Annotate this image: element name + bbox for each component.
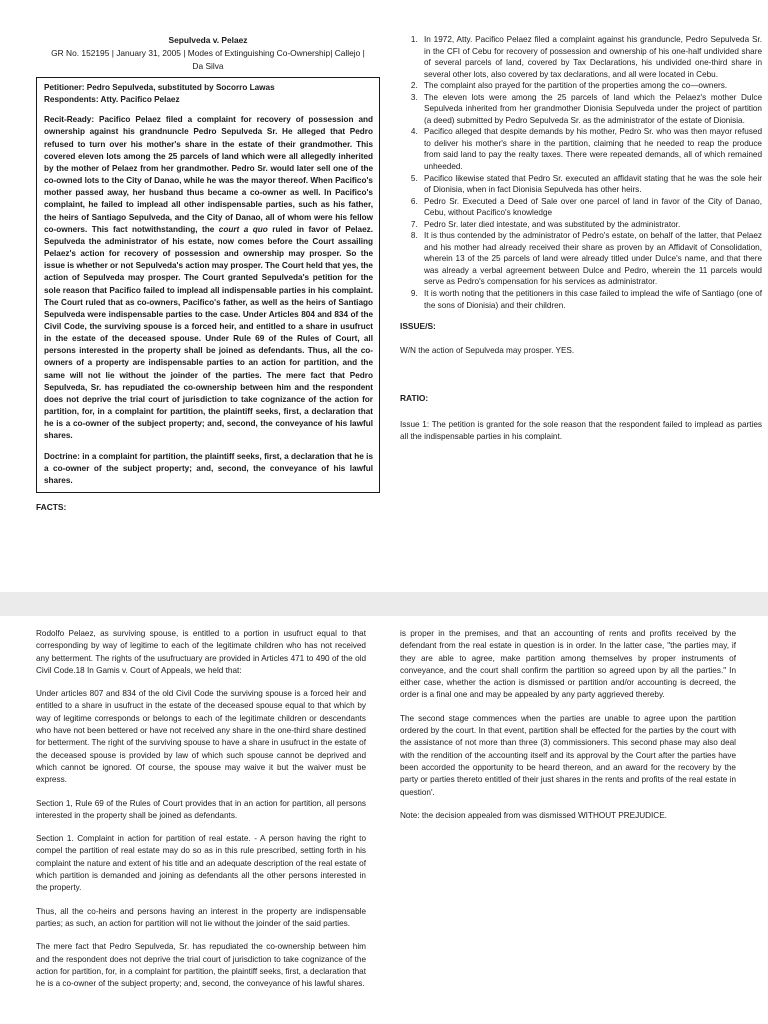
- page2-left-column: [36, 628, 366, 1001]
- paragraph: Rodolfo Pelaez, as surviving spouse, is entitled to a portion in usufruct equal to that corresponding by way of legitime to each of the legitimate children who has not received any betterment. The rights of the usufructuary are provided in Articles 471 to 490 of the old Civil Code.18 In Gamis v. Court of Appeals, we held that:: [36, 629, 366, 675]
- issue-heading: ISSUE/S:: [400, 321, 436, 332]
- list-item: 8. It is thus contended by the administrator of Pedro's estate, on behalf of the latter, that Pelaez and his mother had already received their share as proven by an Affidavit of Consolidation, wherein 13 of the 25 parcels of land were already titled under Dulce's name, and that there was already a verbal agreement between Dulce and Pedro, wherein the 11 parcels would serve as Pedro's compensation for his services as administrator.: [420, 230, 762, 288]
- doctrine-paragraph: Doctrine: in a complaint for partition, the plaintiff seeks, first, a declaration that he is a co-owner of the subject property; and, second, the conveyance of his lawful shares.: [44, 451, 373, 485]
- list-item: 4. Pacifico alleged that despite demands by his mother, Pedro Sr. who was then mayor refused to deliver his mother's share in the partition, claiming that he needed to reap the produce from said land to pay the realty taxes. There were repeated demands, all of which remained unheeded.: [420, 126, 762, 172]
- ratio-heading: RATIO:: [400, 393, 429, 404]
- ratio-text: Issue 1: The petition is granted for the sole reason that the respondent failed to implead as parties all the indispensable parties in his complaint.: [400, 420, 762, 442]
- list-item: 6. Pedro Sr. Executed a Deed of Sale over one parcel of land in favor of the City of Danao, Cebu, without Pacifico's knowledge: [420, 196, 762, 219]
- paragraph: The second stage commences when the parties are unable to agree upon the partition ordered by the court. In that event, partition shall be effected for the parties by the court with the assistance of not more than three (3) commissioners. This second phase may also deal with the rendition of the accounting itself and its approval by the Court after the parties have been accorded the opportunity to be heard thereon, and an award for the recovery by the party or parties thereto entitled of their just shares in the rents and profits of the real estate in question'.: [400, 713, 736, 797]
- page-divider: [0, 592, 768, 616]
- right-column: [400, 34, 762, 444]
- summary-box: [36, 77, 380, 493]
- paragraph: is proper in the premises, and that an accounting of rents and profits received by the defendant from the real estate in question is in order. In the latter case, "the parties may, if they are able to agree, make partition among themselves by proper instruments of conveyance, and the court shall confirm the partition so agreed upon by all the parties." In either case, whether the action is dismissed or partition and/or accounting is decreed, the order is a final one and may be appealed by any party aggrieved thereby.: [400, 629, 736, 700]
- left-column: [36, 34, 380, 512]
- facts-heading: FACTS:: [36, 502, 67, 512]
- recit-text-b: ruled in favor of Pelaez. Sepulveda the administrator of his estate, now comes before the Court assailing Pelaez's action for recovery of possession and ownership may prosper. So the issue is whether or not Sepulveda's action may prosper. The Court held that yes, the action of Sepulveda may prosper. The Court granted Sepulveda's petition for the sole reason that Pacifico failed to implead all indispensable parties in his complaint. The Court ruled that as co-owners, Pacifico's father, as well as the heirs of Santiago Sepulveda were indispensable parties to the case. Under Articles 804 and 834 of the Civil Code, the surviving spouse is a forced heir, and entitled to a share in usufruct in the estate of the deceased spouse. Under Rule 69 of the Rules of Court, all persons interested in the property shall be joined as defendants. Thus, all the co-owners of a property are indispensable parties to an action for partition, and the same will not lie without the joinder of the parties. The mere fact that Pedro Sepulveda, Sr. has repudiated the co-ownership between him and the respondent does not deprive the trial court of jurisdiction to take cognizance of the action for partition, for, in a complaint for partition, the plaintiff seeks, first, a declaration that he is a co-owner of the subject property; and, second, the conveyance of his lawful shares.: [44, 224, 374, 441]
- case-title: Sepulveda v. Pelaez: [168, 35, 248, 45]
- case-header: [36, 34, 380, 73]
- document-page-2: [0, 616, 768, 1024]
- list-item: 1. In 1972, Atty. Pacifico Pelaez filed a complaint against his granduncle, Pedro Sepulveda Sr. in the CFI of Cebu for recovery of possession and ownership of his one-half undivided share of several parcels of land, covered by Tax Declarations, his undivided one-third share in several other lots, also covered by tax declarations, and all were located in Cebu.: [420, 34, 762, 80]
- page2-right-column: [400, 628, 736, 833]
- paragraph: The mere fact that Pedro Sepulveda, Sr. has repudiated the co-ownership between him and the respondent does not deprive the trial court of jurisdiction to take cognizance of the action for partition, for, in a complaint for partition, the plaintiff seeks, first, a declaration that he is a co-owner of the subject property; and, second, the conveyance of his lawful shares.: [36, 942, 366, 989]
- recit-italic: court a quo: [218, 224, 268, 234]
- respondents-line: Respondents: Atty. Pacifico Pelaez: [44, 95, 180, 105]
- recit-ready-paragraph: [44, 114, 373, 442]
- paragraph: Thus, all the co-heirs and persons having an interest in the property are indispensable parties; as such, an action for partition will not lie without the joinder of the said parties.: [36, 906, 366, 928]
- facts-list: [400, 34, 762, 311]
- paragraph: Under articles 807 and 834 of the old Civil Code the surviving spouse is a forced heir and entitled to a share in usufruct in the estate of the deceased spouse equal to that which by way of legitime corresponds or belongs to each of the legitimate children or descendants who have not been bettered or have not received any share in the one-third share destined for betterment. The right of the surviving spouse to have a share in usufruct in the estate of the deceased spouse is provided by law of which such spouse cannot be deprived and which cannot be ignored. Of course, the spouse may waive it but the waiver must be express.: [36, 689, 366, 785]
- list-item: 7. Pedro Sr. later died intestate, and was substituted by the administrator.: [420, 219, 762, 231]
- case-citation: GR No. 152195 | January 31, 2005 | Modes of Extinguishing Co-Ownership| Callejo |: [51, 48, 365, 58]
- paragraph: Section 1, Rule 69 of the Rules of Court provides that in an action for partition, all persons interested in the property shall be joined as defendants.: [36, 798, 366, 820]
- paragraph: Section 1. Complaint in action for partition of real estate. - A person having the right to compel the partition of real estate may do so as in this rule prescribed, setting forth in his complaint the nature and extent of his title and an adequate description of the real estate of which partition is demanded and joining as defendants all the other persons interested in the property.: [36, 834, 366, 893]
- list-item: 2. The complaint also prayed for the partition of the properties among the co—owners.: [420, 80, 762, 92]
- recit-text-a: Recit-Ready: Pacifico Pelaez filed a complaint for recovery of possession and ownership against his grandnuncle Pedro Sepulveda Sr. He alleged that Pedro refused to turn over his mother's share in the estate of their grandmother. This covered eleven lots among the 25 parcels of land which were all allegedly inherited by the mother of Pelaez from her grandmother. Pedro Sr. would later sell one of the co-owned lots to the City of Danao, while he was the mayor thereof. When Pacifico's mother passed away, her husband thus became a co-owner as well. In Pacifico's complaint, he failed to implead all other indispensable parties, such as his father, the heirs of Santiago Sepulveda, and the City of Danao, all of whom were his fellow co-owners. This fact notwithstanding, the: [44, 115, 373, 234]
- list-item: 5. Pacifico likewise stated that Pedro Sr. executed an affidavit stating that he was the sole heir of Dionisia, when in fact Dionisia Sepulveda has other heirs.: [420, 173, 762, 196]
- issue-text: W/N the action of Sepulveda may prosper. YES.: [400, 346, 575, 356]
- paragraph: Note: the decision appealed from was dismissed WITHOUT PREJUDICE.: [400, 810, 667, 820]
- case-author: Da Silva: [192, 61, 224, 71]
- list-item: 3. The eleven lots were among the 25 parcels of land which the Pelaez's mother Dulce Sepulveda inherited from her grandmother Dionisia Sepulveda under the project of partition (a deed) submitted by Pedro Sepulveda Sr. as the administrator of the estate of Dionisia.: [420, 92, 762, 127]
- petitioner-line: Petitioner: Pedro Sepulveda, substituted by Socorro Lawas: [44, 83, 275, 92]
- list-item: 9. It is worth noting that the petitioners in this case failed to implead the wife of Santiago (one of the sons of Dionisia) and their children.: [420, 288, 762, 311]
